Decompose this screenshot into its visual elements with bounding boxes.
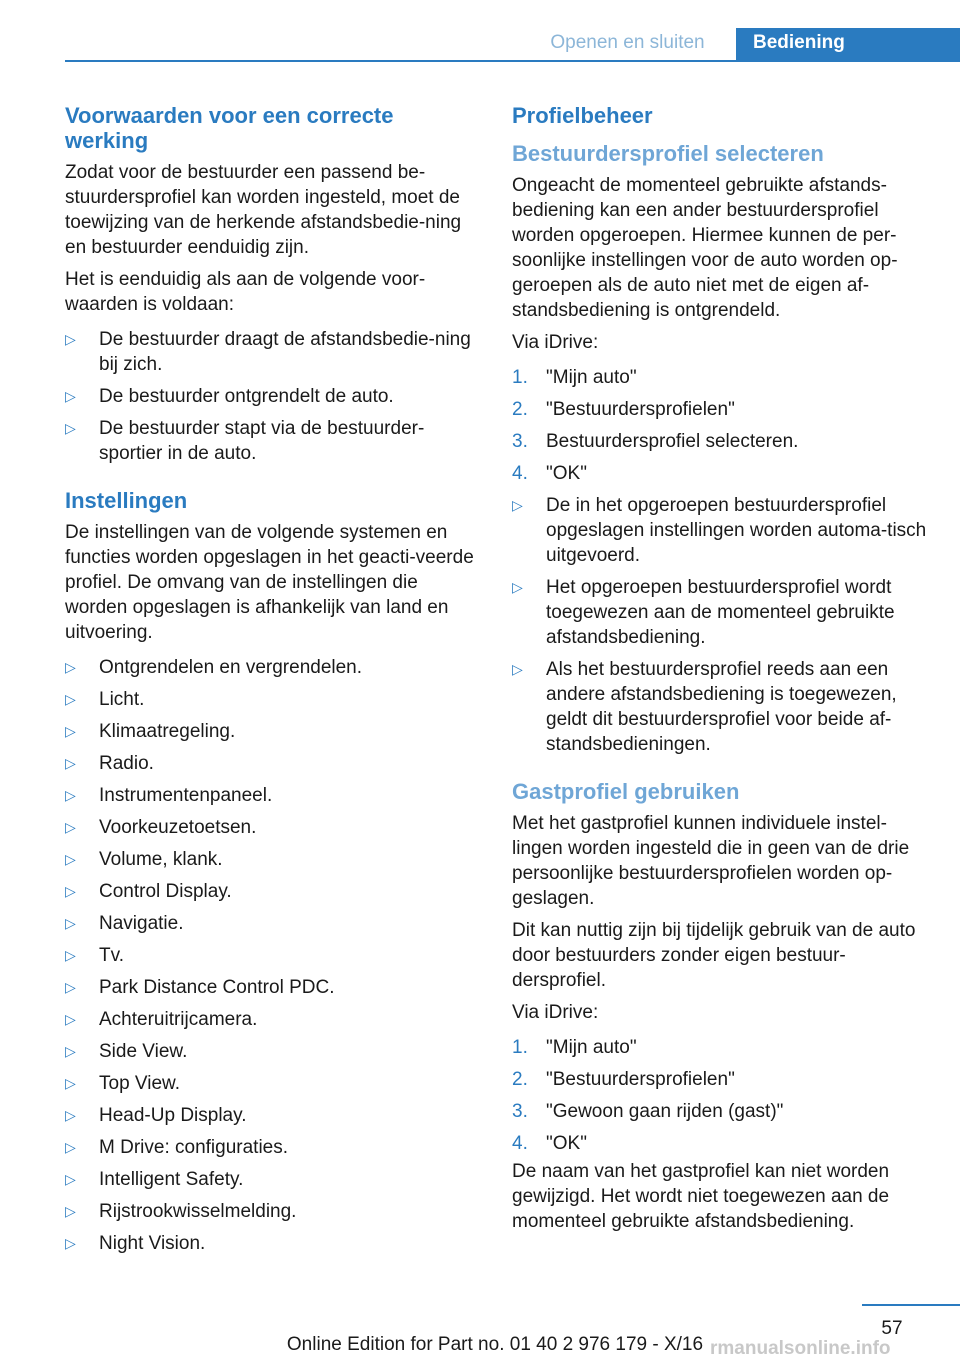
paragraph: De naam van het gastprofiel kan niet worden gewijzigd. Het wordt niet toegewezen aan de momenteel gebruikte afstandsbediening.: [512, 1161, 890, 1232]
step-number: 3.: [512, 1101, 528, 1122]
triangle-right-icon: ▷: [65, 1075, 76, 1091]
triangle-right-icon: ▷: [65, 1139, 76, 1155]
triangle-right-icon: ▷: [65, 979, 76, 995]
step-item: [512, 1067, 930, 1092]
list-item: [65, 327, 475, 377]
paragraph: Dit kan nuttig zijn bij tijdelijk gebruik van de auto door bestuurders zonder eigen bestuur‐dersprofiel.: [512, 920, 916, 991]
list-item-text: Intelligent Safety.: [99, 1169, 244, 1190]
triangle-right-icon: ▷: [65, 947, 76, 963]
step-number: 2.: [512, 399, 528, 420]
list-item: [65, 1039, 475, 1064]
step-text: "Mijn auto": [546, 1037, 637, 1058]
list-item-text: Head-Up Display.: [99, 1105, 247, 1126]
heading-profiel-selecteren: Bestuurdersprofiel selecteren: [512, 141, 824, 166]
left-column: [65, 103, 475, 1263]
conditions-list: [65, 327, 475, 466]
list-item: [65, 416, 475, 466]
list-item-text: Als het bestuurdersprofiel reeds aan een andere afstandsbediening is toegewezen, geldt dit bestuurdersprofiel voor beide af‐standsbedieningen.: [546, 659, 897, 755]
step-text: "Bestuurdersprofielen": [546, 399, 735, 420]
footer-rule: [862, 1304, 960, 1306]
notes-list: [512, 493, 930, 757]
triangle-right-icon: ▷: [512, 497, 523, 513]
list-item: [512, 493, 930, 568]
step-text: "Gewoon gaan rijden (gast)": [546, 1101, 784, 1122]
header-rule: [65, 60, 960, 62]
list-item: [65, 943, 475, 968]
list-item-text: Top View.: [99, 1073, 180, 1094]
list-item: [65, 1167, 475, 1192]
step-number: 2.: [512, 1069, 528, 1090]
list-item-text: Achteruitrijcamera.: [99, 1009, 258, 1030]
step-item: [512, 365, 930, 390]
list-item-text: De in het opgeroepen bestuurdersprofiel opgeslagen instellingen worden automa‐tisch uitgevoerd.: [546, 495, 927, 566]
triangle-right-icon: ▷: [65, 851, 76, 867]
step-number: 4.: [512, 1133, 528, 1154]
list-item: [65, 911, 475, 936]
step-text: "Bestuurdersprofielen": [546, 1069, 735, 1090]
list-item-text: Rijstrookwisselmelding.: [99, 1201, 297, 1222]
list-item-text: Side View.: [99, 1041, 188, 1062]
list-item-text: Night Vision.: [99, 1233, 206, 1254]
step-number: 1.: [512, 1037, 528, 1058]
triangle-right-icon: ▷: [65, 1171, 76, 1187]
triangle-right-icon: ▷: [65, 388, 76, 404]
header-tab-chapter: Bediening: [736, 28, 960, 62]
triangle-right-icon: ▷: [65, 1043, 76, 1059]
step-number: 1.: [512, 367, 528, 388]
list-item: [65, 1199, 475, 1224]
paragraph: Het is eenduidig als aan de volgende voor‐waarden is voldaan:: [65, 269, 426, 315]
triangle-right-icon: ▷: [65, 691, 76, 707]
list-item: [512, 575, 930, 650]
list-item: [65, 1007, 475, 1032]
list-item: [65, 655, 475, 680]
settings-list: [65, 655, 475, 1256]
list-item: [65, 687, 475, 712]
list-item: [65, 879, 475, 904]
paragraph: De instellingen van de volgende systemen en functies worden opgeslagen in het geacti‐veerde profiel. De omvang van de instellingen die worden opgeslagen is afhankelijk van land en uitvoering.: [65, 522, 474, 643]
page-number: 57: [881, 1318, 903, 1339]
step-text: "Mijn auto": [546, 367, 637, 388]
triangle-right-icon: ▷: [65, 787, 76, 803]
list-item-text: M Drive: configuraties.: [99, 1137, 289, 1158]
step-text: "OK": [546, 463, 587, 484]
paragraph: Met het gastprofiel kunnen individuele instel‐lingen worden ingesteld die in geen van de drie persoonlijke bestuurdersprofielen worden op‐geslagen.: [512, 813, 910, 909]
paragraph: Via iDrive:: [512, 1002, 599, 1023]
triangle-right-icon: ▷: [65, 755, 76, 771]
list-item-text: Tv.: [99, 945, 124, 966]
list-item-text: De bestuurder stapt via de bestuurder‐sportier in de auto.: [99, 418, 425, 464]
step-item: [512, 1099, 930, 1124]
triangle-right-icon: ▷: [65, 331, 76, 347]
list-item-text: Ontgrendelen en vergrendelen.: [99, 657, 363, 678]
heading-gastprofiel: Gastprofiel gebruiken: [512, 779, 740, 804]
triangle-right-icon: ▷: [512, 661, 523, 677]
list-item: [65, 975, 475, 1000]
list-item-text: Voorkeuzetoetsen.: [99, 817, 257, 838]
list-item-text: De bestuurder ontgrendelt de auto.: [99, 386, 394, 407]
triangle-right-icon: ▷: [65, 1011, 76, 1027]
triangle-right-icon: ▷: [65, 1235, 76, 1251]
steps-list-select: [512, 365, 930, 486]
list-item-text: Instrumentenpaneel.: [99, 785, 273, 806]
list-item-text: Control Display.: [99, 881, 232, 902]
list-item-text: Licht.: [99, 689, 145, 710]
step-item: [512, 1131, 930, 1156]
list-item: [65, 1135, 475, 1160]
list-item-text: Volume, klank.: [99, 849, 223, 870]
list-item: [65, 384, 475, 409]
list-item-text: Navigatie.: [99, 913, 184, 934]
paragraph: Via iDrive:: [512, 332, 599, 353]
triangle-right-icon: ▷: [65, 1203, 76, 1219]
paragraph: Zodat voor de bestuurder een passend be‐stuurdersprofiel kan worden ingesteld, moet de toewijzing van de herkende afstandsbedie‐ning en bestuurder eenduidig zijn.: [65, 162, 462, 258]
list-item-text: Radio.: [99, 753, 154, 774]
list-item: [65, 1071, 475, 1096]
paragraph: Ongeacht de momenteel gebruikte afstands‐bediening kan een ander bestuurdersprofiel worden opgeroepen. Hiermee kunnen de per‐soonlijke instellingen voor de auto worden op‐geroepen als de auto niet met de eigen af‐standsbediening is ontgrendeld.: [512, 175, 898, 321]
step-number: 3.: [512, 431, 528, 452]
triangle-right-icon: ▷: [512, 579, 523, 595]
list-item: [65, 815, 475, 840]
list-item: [65, 719, 475, 744]
list-item: [512, 657, 930, 757]
right-column: [512, 103, 930, 1234]
list-item: [65, 1231, 475, 1256]
triangle-right-icon: ▷: [65, 723, 76, 739]
list-item: [65, 751, 475, 776]
step-item: [512, 1035, 930, 1060]
list-item: [65, 783, 475, 808]
list-item-text: Park Distance Control PDC.: [99, 977, 335, 998]
step-item: [512, 429, 930, 454]
step-item: [512, 461, 930, 486]
steps-list-guest: [512, 1035, 930, 1156]
heading-profielbeheer: Profielbeheer: [512, 103, 653, 128]
triangle-right-icon: ▷: [65, 819, 76, 835]
step-number: 4.: [512, 463, 528, 484]
heading-instellingen: Instellingen: [65, 488, 188, 513]
triangle-right-icon: ▷: [65, 915, 76, 931]
list-item-text: Het opgeroepen bestuurdersprofiel wordt toegewezen aan de momenteel gebruikte afstandsbediening.: [546, 577, 895, 648]
watermark: rmanualsonline.info: [710, 1338, 891, 1359]
edition-text: Online Edition for Part no. 01 40 2 976 179 - X/16: [286, 1334, 704, 1355]
list-item: [65, 1103, 475, 1128]
list-item: [65, 847, 475, 872]
header-tab-section: Openen en sluiten: [550, 32, 705, 53]
list-item-text: De bestuurder draagt de afstandsbedie‐ning bij zich.: [99, 329, 471, 375]
heading-voorwaarden: Voorwaarden voor een correcte werking: [65, 103, 394, 153]
step-text: Bestuurdersprofiel selecteren.: [546, 431, 799, 452]
triangle-right-icon: ▷: [65, 883, 76, 899]
triangle-right-icon: ▷: [65, 659, 76, 675]
triangle-right-icon: ▷: [65, 1107, 76, 1123]
step-item: [512, 397, 930, 422]
step-text: "OK": [546, 1133, 587, 1154]
triangle-right-icon: ▷: [65, 420, 76, 436]
list-item-text: Klimaatregeling.: [99, 721, 236, 742]
